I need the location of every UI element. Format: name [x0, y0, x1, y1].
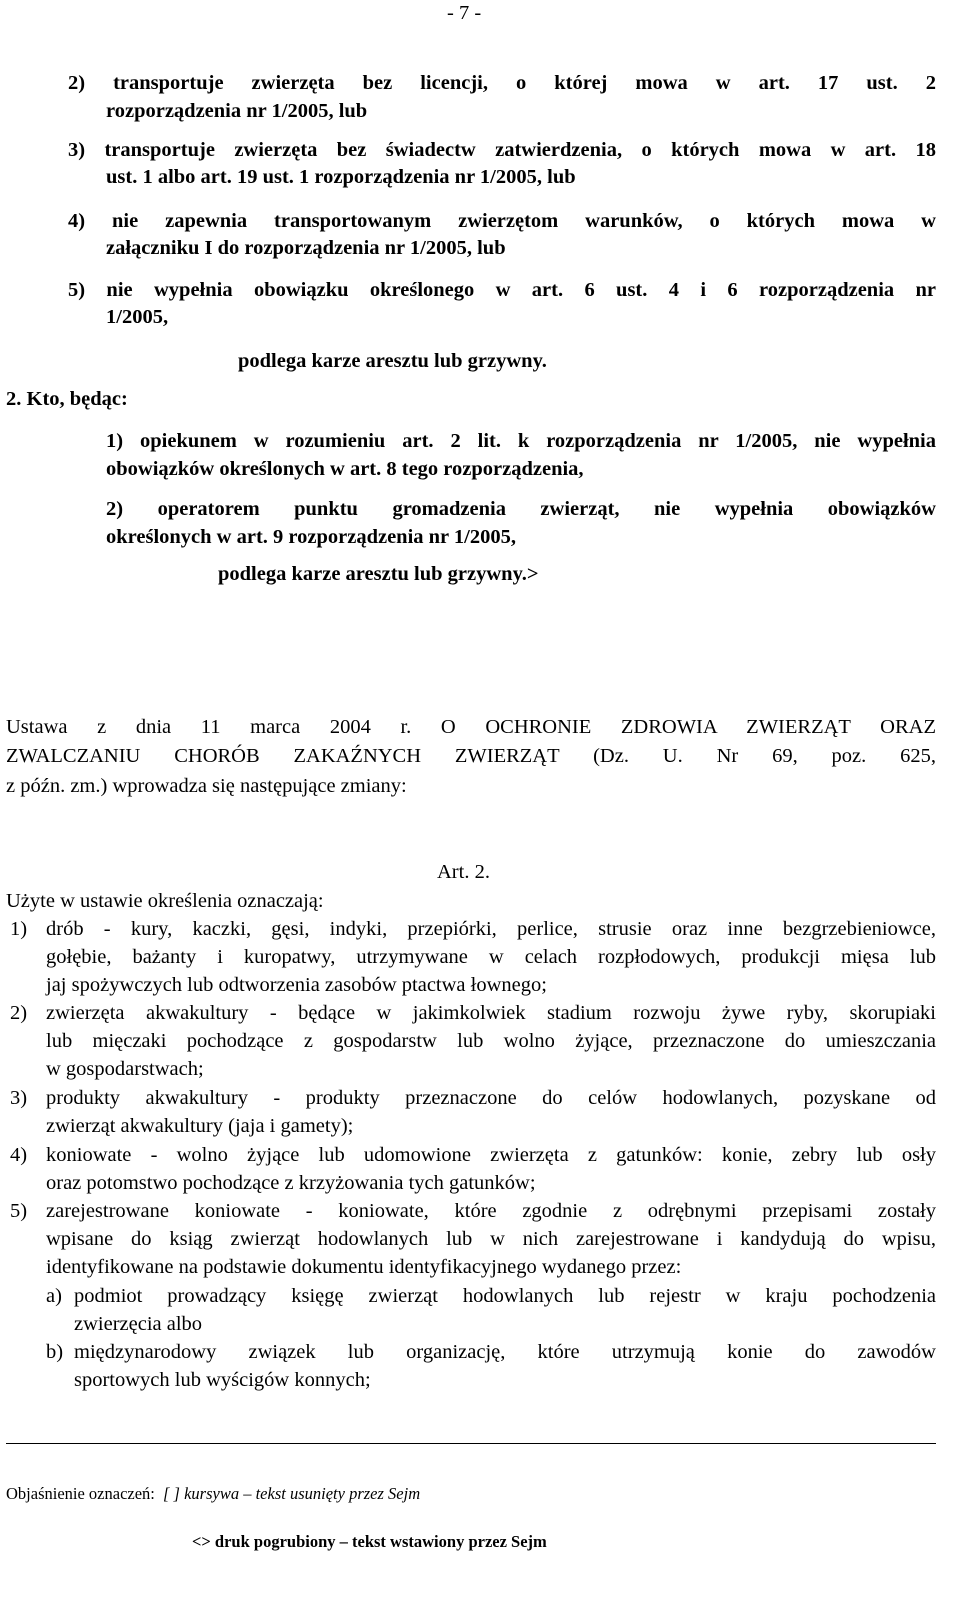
- subitem-line: międzynarodowy związek lub organizację, które utrzymują konie do zawodów: [74, 1341, 936, 1363]
- legend-bold-note: <> druk pogrubiony – tekst wstawiony przez Sejm: [192, 1532, 547, 1551]
- definition-line: koniowate - wolno żyjące lub udomowione zwierzęta z gatunków: konie, zebry lub osły: [46, 1144, 936, 1166]
- s2-item-1-line-1: 1) opiekunem w rozumieniu art. 2 lit. k rozporządzenia nr 1/2005, nie wypełnia: [106, 430, 936, 452]
- page-number: - 7 -: [447, 2, 482, 24]
- item-2-line-1: 2) transportuje zwierzęta bez licencji, o której mowa w art. 17 ust. 2: [68, 72, 936, 94]
- item-4-line-2: załączniku I do rozporządzenia nr 1/2005, lub: [106, 237, 506, 259]
- definition-line: identyfikowane na podstawie dokumentu identyfikacyjnego wydanego przez:: [46, 1256, 682, 1278]
- item-3-line-2: ust. 1 albo art. 19 ust. 1 rozporządzenia nr 1/2005, lub: [106, 166, 576, 188]
- definition-line: zarejestrowane koniowate - koniowate, które zgodnie z odrębnymi przepisami zostały: [46, 1200, 936, 1222]
- act-intro-line-3: z późn. zm.) wprowadza się następujące zmiany:: [6, 775, 407, 797]
- definition-line: wpisane do ksiąg zwierząt hodowlanych lub w nich zarejestrowane i kandydują do wpisu,: [46, 1228, 936, 1250]
- article-intro: Użyte w ustawie określenia oznaczają:: [6, 890, 324, 912]
- item-number: 4): [10, 1144, 28, 1166]
- definition-line: oraz potomstwo pochodzące z krzyżowania tych gatunków;: [46, 1172, 536, 1194]
- article-title: Art. 2.: [437, 861, 490, 883]
- item-number: 3): [10, 1087, 28, 1109]
- item-5-line-2: 1/2005,: [106, 306, 169, 328]
- definition-line: lub mięczaki pochodzące z gospodarstw lub wolno żyjące, przeznaczone do umieszczania: [46, 1030, 936, 1052]
- subitem-letter: b): [46, 1341, 64, 1363]
- act-intro-line-2: ZWALCZANIU CHORÓB ZAKAŹNYCH ZWIERZĄT (Dz. U. Nr 69, poz. 625,: [6, 745, 936, 767]
- definition-line: produkty akwakultury - produkty przeznaczone do celów hodowlanych, pozyskane od: [46, 1087, 936, 1109]
- subitem-line: sportowych lub wyścigów konnych;: [74, 1369, 371, 1391]
- item-3-line-1: 3) transportuje zwierzęta bez świadectw zatwierdzenia, o których mowa w art. 18: [68, 139, 936, 161]
- legend-label: Objaśnienie oznaczeń:: [6, 1484, 155, 1503]
- definition-line: jaj spożywczych lub odtworzenia zasobów ptactwa łownego;: [46, 974, 547, 996]
- subitem-line: zwierzęcia albo: [74, 1313, 203, 1335]
- definition-line: zwierzęta akwakultury - będące w jakimkolwiek stadium rozwoju żywe ryby, skorupiaki: [46, 1002, 936, 1024]
- act-intro-line-1: Ustawa z dnia 11 marca 2004 r. O OCHRONIE ZDROWIA ZWIERZĄT ORAZ: [6, 716, 936, 738]
- s2-item-1-line-2: obowiązków określonych w art. 8 tego rozporządzenia,: [106, 458, 584, 480]
- legend-italic-note: [ ] kursywa – tekst usunięty przez Sejm: [163, 1484, 421, 1503]
- subitem-line: podmiot prowadzący księgę zwierząt hodowlanych lub rejestr w kraju pochodzenia: [74, 1285, 936, 1307]
- item-number: 5): [10, 1200, 28, 1222]
- item-4-line-1: 4) nie zapewnia transportowanym zwierzętom warunków, o których mowa w: [68, 210, 936, 232]
- item-number: 1): [10, 918, 28, 940]
- item-2-line-2: rozporządzenia nr 1/2005, lub: [106, 100, 368, 122]
- definition-line: w gospodarstwach;: [46, 1058, 204, 1080]
- section-2-heading: 2. Kto, będąc:: [6, 388, 128, 410]
- penalty-1: podlega karze aresztu lub grzywny.: [238, 350, 547, 372]
- subitem-letter: a): [46, 1285, 62, 1307]
- legend-row: [6, 1484, 420, 1504]
- s2-item-2-line-1: 2) operatorem punktu gromadzenia zwierząt, nie wypełnia obowiązków: [106, 498, 936, 520]
- definition-line: gołębie, bażanty i kuropatwy, utrzymywane w celach rozpłodowych, produkcji mięsa lub: [46, 946, 936, 968]
- item-5-line-1: 5) nie wypełnia obowiązku określonego w art. 6 ust. 4 i 6 rozporządzenia nr: [68, 279, 936, 301]
- s2-item-2-line-2: określonych w art. 9 rozporządzenia nr 1/2005,: [106, 526, 516, 548]
- definition-line: zwierząt akwakultury (jaja i gamety);: [46, 1115, 354, 1137]
- definition-line: drób - kury, kaczki, gęsi, indyki, przepiórki, perlice, strusie oraz inne bezgrzebieniowce,: [46, 918, 936, 940]
- item-number: 2): [10, 1002, 28, 1024]
- penalty-2: podlega karze aresztu lub grzywny.>: [218, 563, 539, 585]
- footer-divider: [6, 1443, 936, 1444]
